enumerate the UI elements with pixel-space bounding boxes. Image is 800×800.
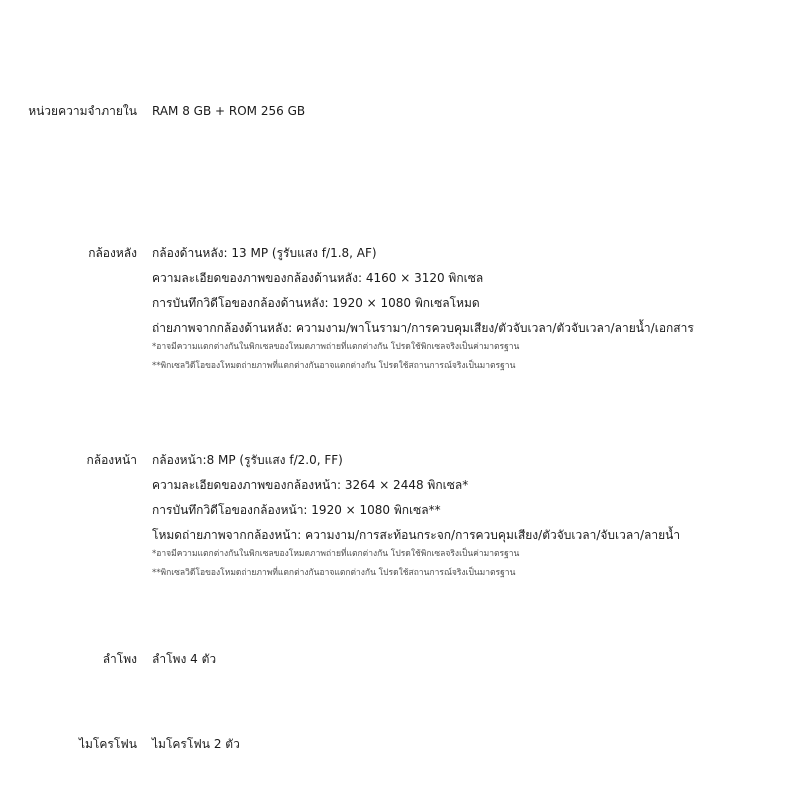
rear-camera-photo-resolution: ความละเอียดของภาพของกล้องด้านหลัง: 4160 × 3120 พิกเซล	[152, 271, 484, 285]
front-camera-note-1: *อาจมีความแตกต่างกันในพิกเซลของโหมดภาพถ่ายที่แตกต่างกัน โปรดใช้พิกเซลจริงเป็นค่ามาตรฐาน	[152, 549, 520, 559]
speaker-value: ลำโพง 4 ตัว	[152, 652, 217, 666]
speaker-label: ลำโพง	[102, 652, 137, 666]
rear-camera-specs	[152, 245, 792, 372]
rear-camera-note-1: *อาจมีความแตกต่างกันในพิกเซลของโหมดภาพถ่ายที่แตกต่างกัน โปรดใช้พิกเซลจริงเป็นค่ามาตรฐาน	[152, 342, 520, 352]
front-camera-video-recording: การบันทึกวิดีโอของกล้องหน้า: 1920 × 1080 พิกเซล**	[152, 503, 441, 517]
microphone-value: ไมโครโฟน 2 ตัว	[152, 737, 240, 751]
front-camera-note-2: **พิกเซลวิดีโอของโหมดถ่ายภาพที่แตกต่างกันอาจแตกต่างกัน โปรดใช้สถานการณ์จริงเป็นมาตรฐาน	[152, 568, 516, 578]
front-camera-specs	[152, 452, 792, 579]
speaker-value-block	[152, 651, 792, 667]
front-camera-modes: โหมดถ่ายภาพจากกล้องหน้า: ความงาม/การสะท้อนกระจก/การควบคุมเสียง/ตัวจับเวลา/จับเวลา/ลายน้ำ	[152, 528, 681, 542]
rear-camera-label: กล้องหลัง	[88, 246, 137, 260]
rear-camera-resolution: กล้องด้านหลัง: 13 MP (รูรับแสง f/1.8, AF)	[152, 246, 377, 260]
front-camera-photo-resolution: ความละเอียดของภาพของกล้องหน้า: 3264 × 2448 พิกเซล*	[152, 478, 469, 492]
rear-camera-note-2: **พิกเซลวิดีโอของโหมดถ่ายภาพที่แตกต่างกันอาจแตกต่างกัน โปรดใช้สถานการณ์จริงเป็นมาตรฐาน	[152, 361, 516, 371]
rear-camera-modes: ถ่ายภาพจากกล้องด้านหลัง: ความงาม/พาโนรามา/การควบคุมเสียง/ตัวจับเวลา/ตัวจับเวลา/ลายน้ำ/เอกสาร	[152, 321, 694, 335]
rear-camera-video-recording: การบันทึกวิดีโอของกล้องด้านหลัง: 1920 × 1080 พิกเซลโหมด	[152, 296, 480, 310]
memory-value: RAM 8 GB + ROM 256 GB	[152, 104, 306, 118]
front-camera-resolution: กล้องหน้า:8 MP (รูรับแสง f/2.0, FF)	[152, 453, 343, 467]
microphone-label: ไมโครโฟน	[78, 737, 137, 751]
microphone-value-block	[152, 736, 792, 752]
memory-value-block	[152, 103, 792, 119]
memory-label: หน่วยความจำภายใน	[28, 104, 137, 118]
front-camera-label: กล้องหน้า	[86, 453, 137, 467]
